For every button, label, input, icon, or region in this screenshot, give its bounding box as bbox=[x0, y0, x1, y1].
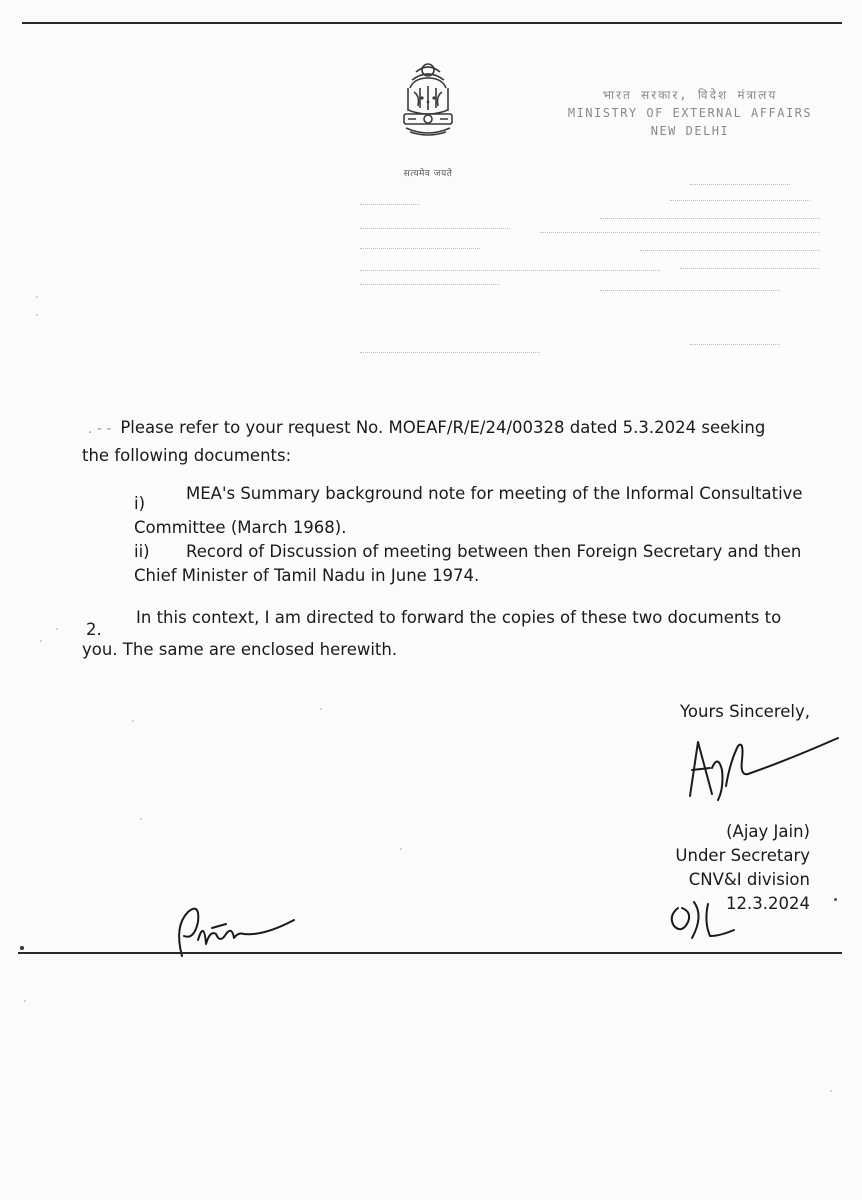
list-item-2-line-1: Record of Discussion of meeting between then Foreign Secretary and then bbox=[186, 542, 802, 561]
list-item-1-marker: i) bbox=[134, 494, 146, 513]
letterhead-ministry: MINISTRY OF EXTERNAL AFFAIRS bbox=[567, 106, 813, 120]
list-item-2-line-2: Chief Minister of Tamil Nadu in June 1974. bbox=[134, 566, 480, 585]
paragraph-2-line-1: In this context, I am directed to forward the copies of these two documents to bbox=[136, 608, 782, 627]
letterhead-hindi: भारत सरकार, विदेश मंत्रालय bbox=[602, 88, 778, 102]
letter-date: 12.3.2024 bbox=[726, 894, 810, 913]
letterhead bbox=[560, 86, 820, 140]
margin-dots: . - - bbox=[88, 421, 121, 437]
top-rule bbox=[22, 22, 842, 24]
paragraph-1-line-2: the following documents: bbox=[82, 446, 292, 465]
list-item-2-marker: ii) bbox=[134, 542, 150, 561]
handwritten-signature bbox=[672, 724, 842, 804]
list-item-1-line-2: Committee (March 1968). bbox=[134, 518, 347, 537]
faded-address-block bbox=[340, 180, 840, 350]
bottom-rule bbox=[18, 952, 842, 954]
paragraph-1-line-1: . - - Please refer to your request No. MOEAF/R/E/24/00328 dated 5.3.2024 seeking bbox=[88, 418, 766, 437]
handwritten-initials-left bbox=[168, 900, 318, 960]
handwritten-initials-right bbox=[664, 892, 744, 942]
lion-capital-icon bbox=[386, 58, 470, 162]
list-item-1-line-1: MEA's Summary background note for meeting of the Informal Consultative bbox=[186, 484, 803, 503]
paragraph-2-number: 2. bbox=[86, 620, 102, 639]
paragraph-2-line-2: you. The same are enclosed herewith. bbox=[82, 640, 398, 659]
closing-salutation: Yours Sincerely, bbox=[680, 702, 810, 721]
emblem-motto: सत्यमेव जयते bbox=[403, 169, 453, 179]
letterhead-city: NEW DELHI bbox=[650, 124, 730, 138]
signatory-name: (Ajay Jain) bbox=[726, 822, 810, 841]
national-emblem bbox=[386, 58, 470, 182]
signatory-designation: Under Secretary bbox=[675, 846, 810, 865]
signatory-division: CNV&I division bbox=[688, 870, 810, 889]
